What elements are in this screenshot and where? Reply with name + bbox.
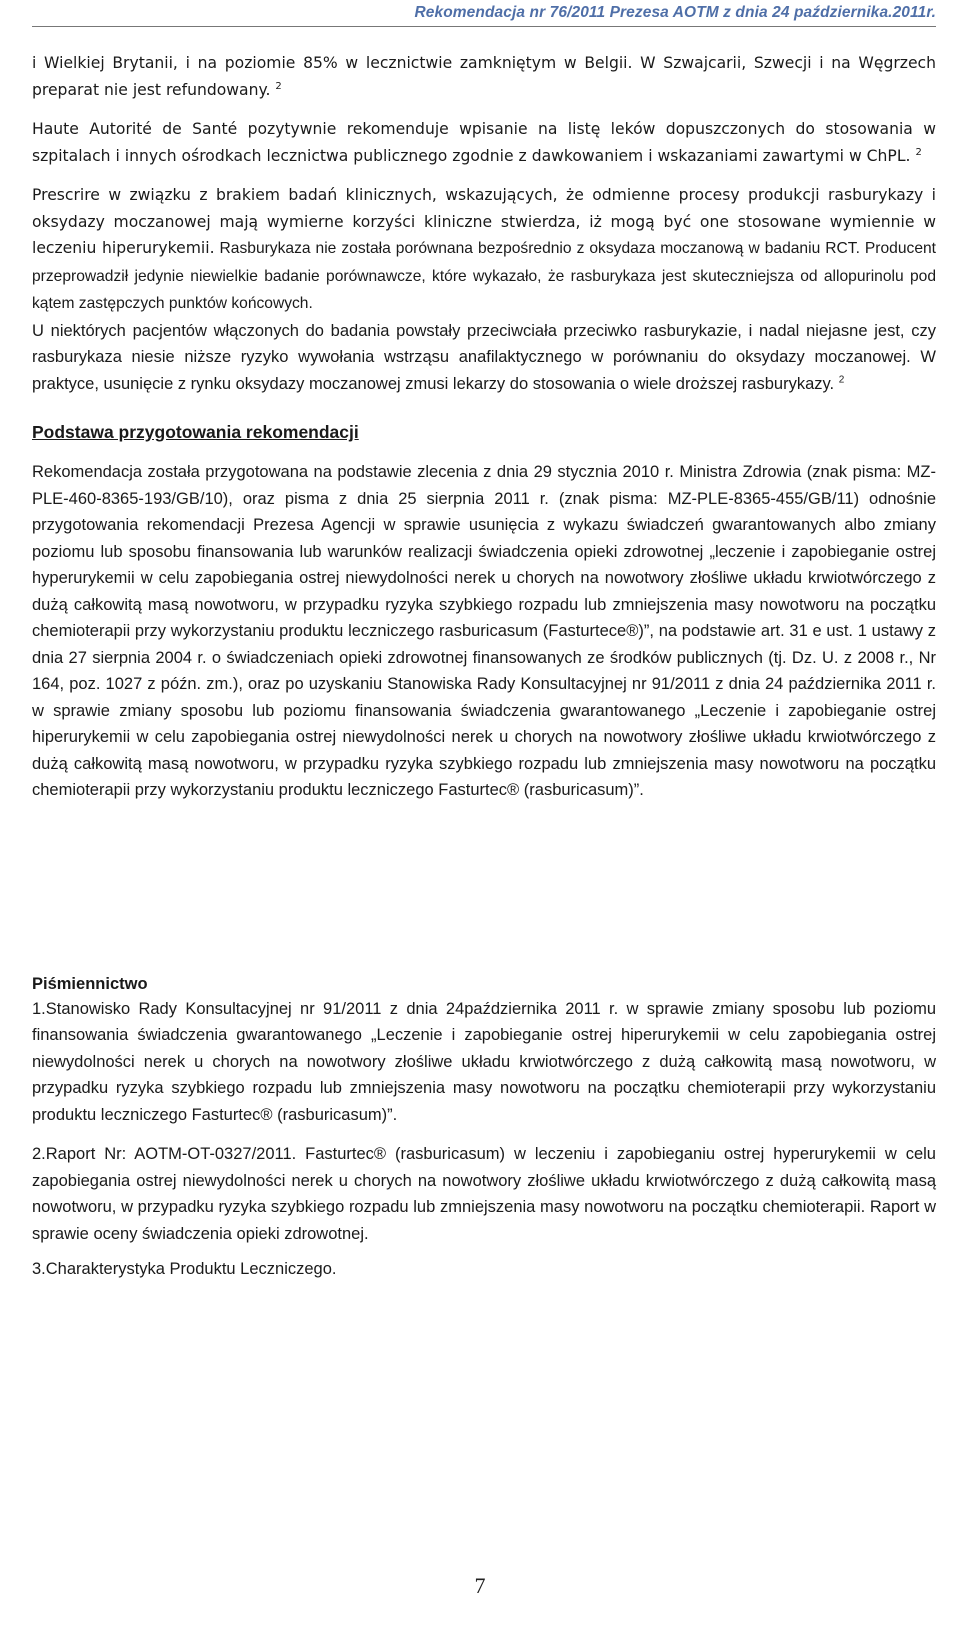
paragraph-antibodies-text: U niektórych pacjentów włączonych do badania powstały przeciwciała przeciwko rasburykazie, i nadal niejasne jest, czy rasburykaza niesie niższe ryzyko wywołania wstrząsu anafilaktycznego w porównaniu do oksydazy moczanowej. W praktyce, usunięcie z rynku oksydazy moczanowej zmusi lekarzy do stosowania o wiele droższej rasburykazy.	[32, 321, 936, 393]
bibliography-item: 2.Raport Nr: AOTM-OT-0327/2011. Fasturtec® (rasburicasum) w leczeniu i zapobieganiu ostrej hyperurykemii w celu zapobiegania ostrej niewydolności nerek u chorych na nowotwory złośliwe układu krwiotwórczego z dużą całkowitą masą nowotworu, w przypadku ryzyka szybkiego rozpadu lub zmniejszenia masy nowotworu na początku chemioterapii. Raport w sprawie oceny świadczenia opieki zdrowotnej.	[32, 1145, 936, 1243]
page-number: 7	[474, 1573, 486, 1598]
footnote-ref: 2	[915, 146, 922, 158]
paragraph-has	[32, 116, 936, 169]
bibliography-item: 1.Stanowisko Rady Konsultacyjnej nr 91/2011 z dnia 24października 2011 r. w sprawie zmiany sposobu lub poziomu finansowania świadczenia gwarantowanego „Leczenie i zapobieganie ostrej hiperurykemii w celu zapobiegania ostrej niewydolności nerek u chorych na nowotwory złośliwe układu krwiotwórczego z dużą całkowitą masą nowotworu, w przypadku ryzyka szybkiego rozpadu lub zmniejszenia masy nowotworu na początku chemioterapii przy wykorzystaniu produktu leczniczego Fasturtec® (rasburicasum)”.	[32, 999, 936, 1124]
bibliography-item: 3.Charakterystyka Produktu Leczniczego.	[32, 1260, 337, 1278]
basis-heading: Podstawa przygotowania rekomendacji	[32, 422, 359, 442]
basis-paragraph: Rekomendacja została przygotowana na podstawie zlecenia z dnia 29 stycznia 2010 r. Ministra Zdrowia (znak pisma: MZ-PLE-460-8365-193/GB/10), oraz pisma z dnia 25 sierpnia 2011 r. (znak pisma: MZ-PLE-8365-455/GB/11) odnośnie przygotowania rekomendacji Prezesa Agencji w sprawie usunięcia z wykazu świadczeń gwarantowanych albo zmiany poziomu lub sposobu finansowania lub warunków realizacji świadczenia opieki zdrowotnej „leczenie i zapobieganie ostrej hyperurykemii w celu zapobiegania ostrej niewydolności nerek u chorych na nowotwory złośliwe układu krwiotwórczego z dużą całkowitą masą nowotworu, w przypadku ryzyka szybkiego rozpadu lub zmniejszenia masy nowotworu na początku chemioterapii przy wykorzystaniu produktu leczniczego rasburicasum (Fasturtece®)”, na podstawie art. 31 e ust. 1 ustawy z dnia 27 sierpnia 2004 r. o świadczeniach opieki zdrowotnej finansowanych ze środków publicznych (tj. Dz. U. z 2008 r., Nr 164, poz. 1027 z późn. zm.), oraz po uzyskaniu Stanowiska Rady Konsultacyjnej nr 91/2011 z dnia 24 października 2011 r. w sprawie zmiany sposobu lub poziomu finansowania świadczenia gwarantowanego „Leczenie i zapobieganie ostrej hiperurykemii w celu zapobiegania ostrej niewydolności nerek u chorych na nowotwory złośliwe układu krwiotwórczego z dużą całkowitą masą nowotworu, w przypadku ryzyka szybkiego rozpadu lub zmniejszenia masy nowotworu na początku chemioterapii przy wykorzystaniu produktu leczniczego Fasturtec® (rasburicasum)”.	[32, 463, 936, 799]
header-rule	[32, 26, 936, 27]
paragraph-prescrire-cont: Rasburykaza nie została porównana bezpośrednio z oksydaza moczanową w badaniu RCT. Producent przeprowadził jedynie niewielkie badanie porównawcze, które wykazało, że rasburykaza jest skuteczniejsza od allopurinolu pod kątem zastępczych punktów końcowych.	[32, 240, 936, 312]
paragraph-reimbursement-text: i Wielkiej Brytanii, i na poziomie 85% w lecznictwie zamkniętym w Belgii. W Szwajcarii, Szwecji i na Węgrzech preparat nie jest refundowany.	[32, 54, 936, 99]
footnote-ref: 2	[838, 374, 845, 385]
page-content	[32, 50, 936, 1283]
paragraph-prescrire-text: Prescrire w związku z brakiem badań klinicznych, wskazujących, że odmienne procesy produkcji rasburykazy i oksydazy moczanowej mają wymierne korzyści kliniczne stwierdza, iż mogą być one stosowane wymiennie w leczeniu hiperurykemii.	[32, 186, 936, 257]
paragraph-prescrire	[32, 182, 936, 318]
paragraph-has-text: Haute Autorité de Santé pozytywnie rekomenduje wpisanie na listę leków dopuszczonych do stosowania w szpitalach i innych ośrodkach lecznictwa publicznego zgodnie z dawkowaniem i wskazaniami zawartymi w ChPL.	[32, 120, 936, 165]
running-header: Rekomendacja nr 76/2011 Prezesa AOTM z dnia 24 października.2011r.	[414, 4, 936, 21]
paragraph-antibodies	[32, 318, 936, 398]
paragraph-reimbursement	[32, 50, 936, 103]
footnote-ref: 2	[275, 80, 282, 92]
bibliography-heading: Piśmiennictwo	[32, 974, 148, 993]
